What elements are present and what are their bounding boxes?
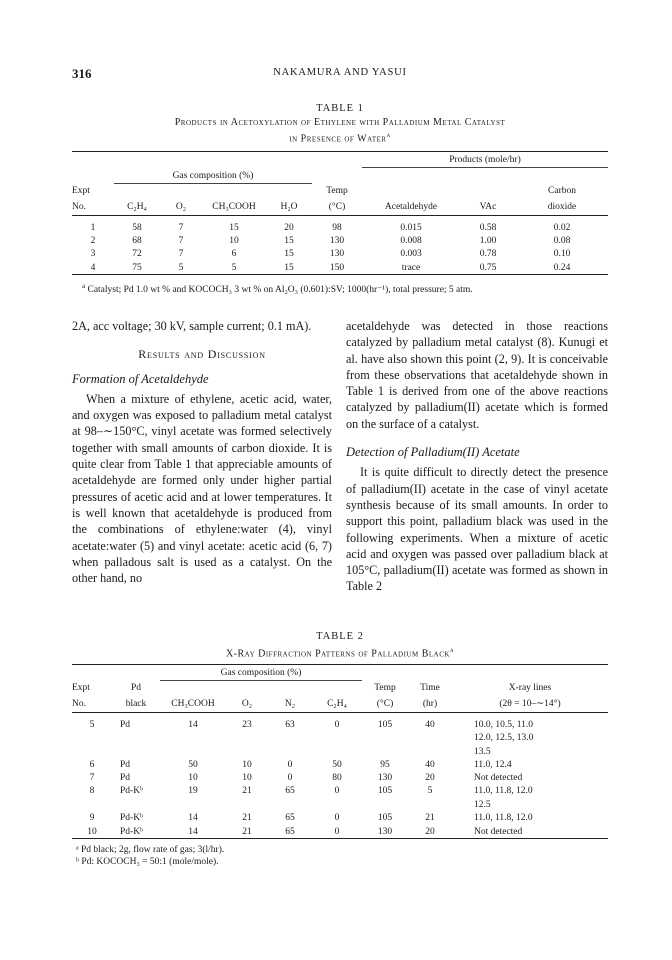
table-1-cell: 15 bbox=[284, 262, 294, 273]
table-1-cell: 20 bbox=[284, 223, 294, 234]
table-2-head-n2: N₂ bbox=[284, 698, 296, 709]
table-2-grid bbox=[72, 664, 608, 839]
table-1-cell: 75 bbox=[132, 262, 142, 273]
table-2-cell: 80 bbox=[332, 773, 342, 784]
table-1-cell: 15 bbox=[284, 236, 294, 247]
table-2-cell: 12.0, 12.5, 13.0 bbox=[474, 733, 534, 744]
table-2-cell: 0 bbox=[334, 826, 340, 837]
table-1-head-temp: Temp bbox=[326, 185, 348, 196]
table-2-cell: 12.5 bbox=[474, 799, 491, 810]
table-2-cell: 10 bbox=[188, 773, 198, 784]
table-row bbox=[72, 248, 608, 261]
body-paragraph: 2A, acc voltage; 30 kV, sample current; 0.1 mA). bbox=[72, 319, 312, 333]
table-1-head-co2: Carbon bbox=[548, 185, 576, 196]
table-1-head-no: No. bbox=[72, 201, 86, 212]
table-1-head-temp-unit: (°C) bbox=[328, 201, 346, 212]
table-2-cell: 65 bbox=[285, 786, 295, 797]
table-1-cell: 7 bbox=[178, 236, 184, 247]
table-row bbox=[72, 759, 608, 772]
table-2-head-o2: O₂ bbox=[241, 698, 253, 709]
table-2-cell: 21 bbox=[242, 826, 252, 837]
table-2-head-xray-range: (2θ = 10–∼14°) bbox=[499, 699, 561, 710]
table-1-head-c2h4: C₂H₄ bbox=[127, 201, 147, 212]
table-2 bbox=[72, 631, 608, 868]
table-2-footnote-b: ᵇ Pd: KOCOCH₃ = 50:1 (mole/mole). bbox=[76, 857, 219, 868]
table-1-cell: 0.008 bbox=[400, 236, 422, 247]
table-2-footnote-a: ᵃ Pd black; 2g, flow rate of gas; 3(l/hr). bbox=[76, 845, 225, 856]
table-2-cell: 21 bbox=[242, 813, 252, 824]
table-1-cell: 5 bbox=[178, 262, 184, 273]
table-1-cell: 3 bbox=[90, 249, 96, 260]
table-1-caption-line2: in Presence of Water bbox=[289, 133, 387, 145]
table-2-cell: 7 bbox=[89, 773, 95, 784]
table-2-cell: 20 bbox=[425, 826, 435, 837]
table-1-footnote bbox=[72, 280, 608, 296]
table-1-footnote-mark: a bbox=[82, 282, 86, 291]
table-2-cell: 65 bbox=[285, 813, 295, 824]
table-2-head-no: No. bbox=[72, 698, 86, 709]
table-2-cell: 40 bbox=[425, 760, 435, 771]
table-2-head-ch3cooh: CH₃COOH bbox=[171, 698, 215, 709]
table-1-cell: 15 bbox=[284, 249, 294, 260]
table-2-head-pd: Pd bbox=[130, 682, 142, 693]
table-1-cell: 68 bbox=[132, 236, 142, 247]
table-2-cell: 21 bbox=[242, 786, 252, 797]
table-1-head-h2o: H₂O bbox=[280, 201, 298, 212]
table-1-head-o2: O₂ bbox=[175, 201, 187, 212]
table-2-cell: 130 bbox=[377, 826, 393, 837]
table-2-cell: 105 bbox=[377, 786, 393, 797]
table-1-label: TABLE 1 bbox=[316, 103, 364, 114]
body-paragraph: acetaldehyde was detected in those reactions catalyzed by palladium metal catalyst (8). Kunugi et al. have also shown this point (2, 9). It is conceivable from these observations that acetaldehyde shown in Table 1 is derived from one of the above reactions catalyzed by palladium(II) acetate which is formed on the surface of a catalyst. bbox=[346, 319, 608, 431]
table-1-cell: 130 bbox=[329, 249, 345, 260]
table-row bbox=[72, 235, 608, 248]
table-row bbox=[72, 785, 608, 798]
table-1-grid bbox=[72, 151, 608, 275]
table-2-cell: 5 bbox=[427, 786, 433, 797]
table-2-cell: Pd-Kᵇ bbox=[120, 786, 143, 797]
table-2-cell: 10 bbox=[242, 773, 252, 784]
table-2-footnotes bbox=[72, 844, 608, 868]
table-2-cell: 19 bbox=[188, 786, 198, 797]
table-2-cell: 40 bbox=[425, 720, 435, 731]
table-2-cell: 10 bbox=[242, 760, 252, 771]
table-1-cell: 0.24 bbox=[553, 262, 571, 273]
table-2-cell: 0 bbox=[287, 760, 293, 771]
table-2-cell: Pd-Kᵇ bbox=[120, 813, 143, 824]
table-2-label: TABLE 2 bbox=[316, 631, 364, 642]
table-2-cell: 65 bbox=[285, 826, 295, 837]
table-2-head-xray: X-ray lines bbox=[508, 682, 552, 693]
table-2-head-expt: Expt bbox=[72, 682, 90, 693]
page-number: 316 bbox=[72, 66, 92, 81]
table-2-cell: 0 bbox=[287, 773, 293, 784]
table-1-cell: 15 bbox=[229, 223, 239, 234]
body-column-left bbox=[72, 318, 332, 586]
table-2-caption bbox=[72, 644, 608, 660]
table-1-cell: 150 bbox=[329, 262, 345, 273]
table-1-head-acetaldehyde: Acetaldehyde bbox=[384, 201, 438, 212]
table-2-head-c2h4: C₂H₄ bbox=[327, 698, 347, 709]
table-2-head-temp: Temp bbox=[374, 682, 396, 693]
table-2-cell: 105 bbox=[377, 813, 393, 824]
subsection-heading: Detection of Palladium(II) Acetate bbox=[346, 445, 520, 460]
table-2-head-time-unit: (hr) bbox=[422, 698, 438, 709]
table-2-head-black: black bbox=[125, 698, 147, 709]
table-2-cell: Not detected bbox=[474, 773, 523, 784]
table-row bbox=[72, 719, 608, 732]
table-1-cell: 0.75 bbox=[479, 262, 497, 273]
table-1-cell: 0.78 bbox=[479, 249, 497, 260]
running-title: NAKAMURA AND YASUI bbox=[273, 67, 407, 78]
table-1-caption-mark: a bbox=[386, 131, 391, 139]
section-heading: Results and Discussion bbox=[138, 347, 266, 362]
body-column-right bbox=[346, 318, 608, 595]
table-row bbox=[72, 772, 608, 785]
table-1-cell: 5 bbox=[231, 262, 237, 273]
table-2-cell: 0 bbox=[334, 720, 340, 731]
table-1-cell: 0.02 bbox=[553, 223, 571, 234]
table-row bbox=[72, 261, 608, 275]
table-1-head-co2-2: dioxide bbox=[547, 201, 577, 212]
table-2-cell: 50 bbox=[332, 760, 342, 771]
table-2-cell: 9 bbox=[89, 813, 95, 824]
table-2-caption-mark: a bbox=[449, 646, 455, 654]
table-2-cell: 0 bbox=[334, 786, 340, 797]
body-paragraph: When a mixture of ethylene, acetic acid, water, and oxygen was exposed to palladium metal catalyst at 98–∼150°C, vinyl acetate was formed selectively together with small amounts of carbon dioxide. It is quite clear from Table 1 that appreciable amounts of acetaldehyde are formed only under higher partial pressures of acetic acid and at lower temperatures. It is well known that acetaldehyde is produced from the combinations of ethylene:water (4), vinyl acetate:water (5) and vinyl acetate: acetic acid (6, 7) when palladous salt is used as a catalyst. On the other hand, no bbox=[72, 391, 332, 586]
table-2-cell: 10 bbox=[87, 826, 97, 837]
table-2-cell: 5 bbox=[89, 720, 95, 731]
table-1-cell: 10 bbox=[229, 236, 239, 247]
table-1-head-ch3cooh: CH₃COOH bbox=[212, 201, 256, 212]
table-1-cell: 0.10 bbox=[553, 249, 571, 260]
table-1-products-header: Products (mole/hr) bbox=[362, 152, 608, 168]
running-head bbox=[72, 66, 608, 82]
table-2-cell: 13.5 bbox=[474, 746, 491, 757]
table-1-cell: 0.015 bbox=[400, 223, 422, 234]
table-2-cell: Pd bbox=[120, 773, 131, 784]
table-2-cell: 6 bbox=[89, 760, 95, 771]
table-1-cell: 7 bbox=[178, 223, 184, 234]
subsection-heading: Formation of Acetaldehyde bbox=[72, 371, 209, 386]
table-1-head-vac: VAc bbox=[479, 201, 497, 212]
table-1-cell: 72 bbox=[132, 249, 142, 260]
table-1-cell: 1 bbox=[90, 223, 96, 234]
table-1-cell: 4 bbox=[90, 262, 96, 273]
table-row bbox=[72, 825, 608, 839]
table-1 bbox=[72, 103, 608, 296]
table-1-cell: 6 bbox=[231, 249, 237, 260]
table-2-cell: 50 bbox=[188, 760, 198, 771]
table-2-cell: 105 bbox=[377, 720, 393, 731]
table-2-cell: Pd bbox=[120, 720, 131, 731]
table-1-cell: 1.00 bbox=[479, 236, 497, 247]
table-2-cell: 14 bbox=[188, 826, 198, 837]
table-2-gas-header: Gas composition (%) bbox=[220, 667, 302, 678]
table-2-head-time: Time bbox=[420, 682, 440, 693]
table-1-cell: 7 bbox=[178, 249, 184, 260]
table-1-footnote-text: Catalyst; Pd 1.0 wt % and KOCOCH₃ 3 wt % on Al₂O₃ (0.601):SV; 1000(hr⁻¹), total pressure; 5 atm. bbox=[87, 285, 473, 296]
table-2-cell: 14 bbox=[188, 720, 198, 731]
table-1-cell: 2 bbox=[90, 236, 96, 247]
table-1-cell: 0.08 bbox=[553, 236, 571, 247]
table-2-cell: 23 bbox=[242, 720, 252, 731]
table-2-cell: 14 bbox=[188, 813, 198, 824]
table-2-head-temp-unit: (°C) bbox=[376, 698, 394, 709]
table-1-caption bbox=[72, 116, 608, 145]
table-2-cell: 11.0, 11.8, 12.0 bbox=[474, 786, 533, 797]
table-2-cell: 0 bbox=[334, 813, 340, 824]
body-paragraph: It is quite difficult to directly detect the presence of palladium(II) acetate in the case of vinyl acetate synthesis because of its small amounts. In order to support this point, palladium black was used in the following experiments. When a mixture of acetic acid and oxygen was passed over palladium black at 105°C, palladium(II) acetate was formed as shown in Table 2 bbox=[346, 465, 608, 594]
table-2-cell: Pd-Kᵇ bbox=[120, 826, 143, 837]
table-2-cell: 10.0, 10.5, 11.0 bbox=[474, 720, 534, 731]
table-row bbox=[72, 812, 608, 825]
table-2-cell: Pd bbox=[120, 760, 131, 771]
table-2-cell: 11.0, 12.4 bbox=[474, 760, 512, 771]
table-2-cell: 8 bbox=[89, 786, 95, 797]
table-1-cell: 130 bbox=[329, 236, 345, 247]
table-1-caption-line1: Products in Acetoxylation of Ethylene with Palladium Metal Catalyst bbox=[174, 117, 506, 128]
table-2-cell: Not detected bbox=[474, 826, 523, 837]
table-1-cell: 58 bbox=[132, 223, 142, 234]
table-1-gas-header: Gas composition (%) bbox=[172, 170, 254, 181]
table-2-cell: 20 bbox=[425, 773, 435, 784]
table-1-cell: 0.003 bbox=[400, 249, 422, 260]
table-2-cell: 130 bbox=[377, 773, 393, 784]
table-1-head-expt: Expt bbox=[72, 185, 90, 196]
table-1-cell: 0.58 bbox=[479, 223, 497, 234]
table-2-cell: 95 bbox=[380, 760, 390, 771]
table-2-caption-text: X-Ray Diffraction Patterns of Palladium Black bbox=[225, 648, 450, 660]
table-2-cell: 11.0, 11.8, 12.0 bbox=[474, 813, 533, 824]
table-2-cell: 63 bbox=[285, 720, 295, 731]
table-1-cell: 98 bbox=[332, 223, 342, 234]
table-1-cell: trace bbox=[401, 262, 421, 273]
table-2-cell: 21 bbox=[425, 813, 435, 824]
table-row bbox=[72, 222, 608, 235]
